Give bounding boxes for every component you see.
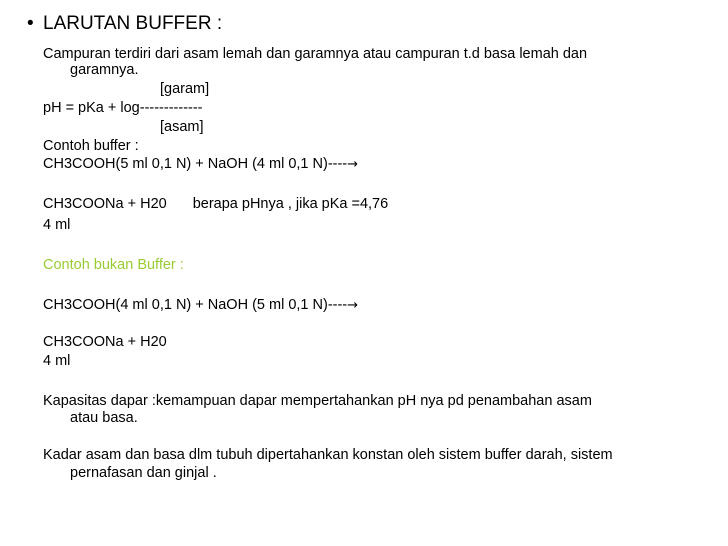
contoh-buffer-label: Contoh buffer : — [43, 138, 139, 154]
reaction-1-text: CH3COOH(5 ml 0,1 N) + NaOH (4 ml 0,1 N)---- — [43, 156, 348, 172]
kadar-line-1: Kadar asam dan basa dlm tubuh dipertahankan konstan oleh sistem buffer darah, sistem — [43, 447, 613, 463]
product-line-2: CH3COONa + H20 — [43, 334, 167, 350]
formula-numerator: [garam] — [160, 81, 210, 97]
bullet-icon: • — [27, 13, 34, 34]
product-line-1 — [43, 195, 388, 213]
reaction-2 — [43, 296, 358, 315]
contoh-bukan-buffer-label: Contoh bukan Buffer : — [43, 257, 184, 273]
volume-2: 4 ml — [43, 353, 71, 369]
definition-line-1: Campuran terdiri dari asam lemah dan garamnya atau campuran t.d basa lemah dan — [43, 46, 588, 62]
arrow-right-icon: → — [347, 298, 359, 313]
arrow-right-icon: → — [347, 157, 359, 172]
title-text: LARUTAN BUFFER : — [43, 13, 223, 34]
reaction-1 — [43, 155, 358, 174]
product-1-text: CH3COONa + H20 — [43, 196, 167, 212]
question-text: berapa pHnya , jika pKa =4,76 — [192, 196, 389, 212]
volume-1: 4 ml — [43, 217, 71, 233]
formula-denominator: [asam] — [160, 119, 204, 135]
definition-line-2: garamnya. — [70, 62, 139, 78]
ph-formula: pH = pKa + log------------- — [43, 100, 203, 116]
kapasitas-line-2: atau basa. — [70, 410, 138, 426]
reaction-2-text: CH3COOH(4 ml 0,1 N) + NaOH (5 ml 0,1 N)---- — [43, 297, 348, 313]
kapasitas-line-1: Kapasitas dapar :kemampuan dapar mempertahankan pH nya pd penambahan asam — [43, 393, 592, 409]
slide-title — [27, 12, 222, 36]
kadar-line-2: pernafasan dan ginjal . — [70, 465, 217, 481]
